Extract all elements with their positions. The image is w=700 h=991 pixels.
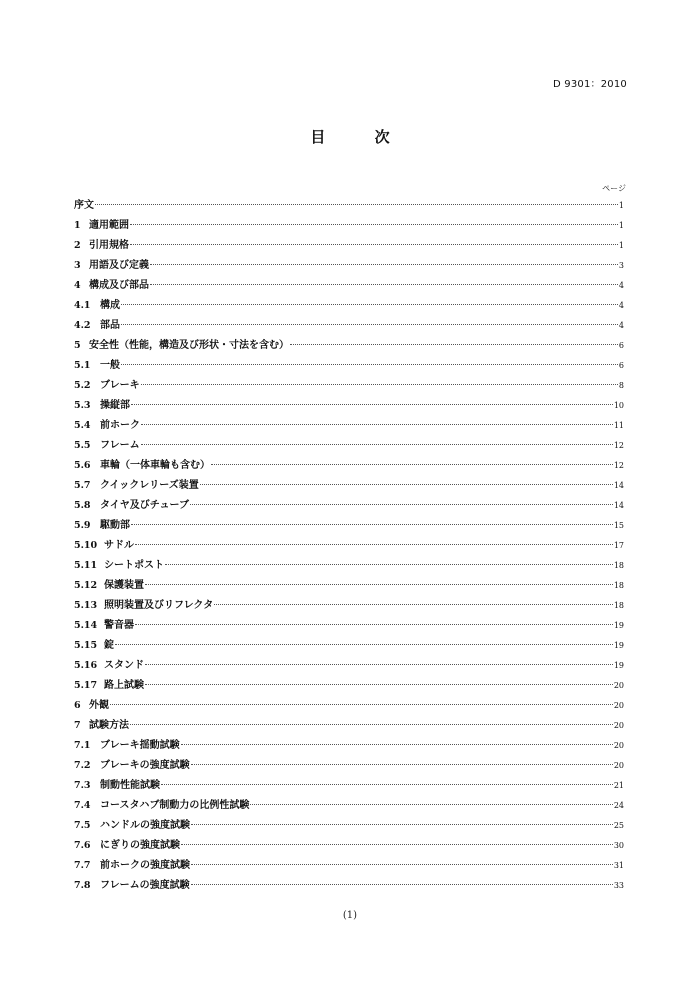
- toc-leader-dots: [191, 884, 613, 885]
- toc-leader-dots: [130, 724, 613, 725]
- toc-entry[interactable]: [74, 696, 624, 716]
- toc-entry[interactable]: [74, 476, 624, 496]
- toc-entry-page: 24: [613, 801, 624, 810]
- toc-entry-number: 4.2: [74, 320, 91, 331]
- toc-entry-label: 操縦部: [100, 400, 130, 411]
- toc-entry-label: 引用規格: [89, 240, 129, 251]
- toc-entry[interactable]: [74, 596, 624, 616]
- toc-entry-page: 14: [613, 501, 624, 510]
- toc-leader-dots: [131, 524, 613, 525]
- toc-leader-dots: [121, 324, 618, 325]
- toc-entry-page: 6: [618, 341, 624, 350]
- toc-entry-page: 20: [613, 721, 624, 730]
- toc-entry-number: 5.6: [74, 460, 91, 471]
- toc-entry-page: 18: [613, 601, 624, 610]
- toc-entry-page: 18: [613, 581, 624, 590]
- toc-entry-number: 1: [74, 220, 81, 231]
- toc-entry-label: 錠: [104, 640, 114, 651]
- toc-leader-dots: [150, 284, 618, 285]
- toc-entry[interactable]: [74, 576, 624, 596]
- toc-entry-number: 7.6: [74, 840, 91, 851]
- toc-leader-dots: [211, 464, 613, 465]
- toc-entry-label: 制動性能試験: [100, 780, 160, 791]
- page-number: (1): [342, 910, 358, 921]
- toc-entry-label: 試験方法: [89, 720, 129, 731]
- toc-entry-label: 照明装置及びリフレクタ: [104, 600, 214, 611]
- toc-leader-dots: [214, 604, 613, 605]
- toc-entry-number: 5.5: [74, 440, 91, 451]
- toc-entry[interactable]: [74, 436, 624, 456]
- toc-entry-label: にぎりの強度試験: [100, 840, 180, 851]
- toc-entry[interactable]: [74, 856, 624, 876]
- toc-entry[interactable]: [74, 636, 624, 656]
- toc-entry-label: 部品: [100, 320, 120, 331]
- toc-entry-number: 4.1: [74, 300, 91, 311]
- toc-entry-label: スタンド: [104, 660, 144, 671]
- toc-entry-page: 8: [618, 381, 624, 390]
- toc-entry-page: 1: [618, 221, 624, 230]
- toc-entry-label: 序文: [74, 200, 94, 211]
- toc-entry-label: 車輪（一体車輪も含む）: [100, 460, 210, 471]
- toc-entry-page: 20: [613, 701, 624, 710]
- toc-entry[interactable]: [74, 216, 624, 236]
- toc-leader-dots: [130, 244, 618, 245]
- toc-entry-page: 15: [613, 521, 624, 530]
- toc-entry-number: 5.9: [74, 520, 91, 531]
- toc-entry-number: 7.1: [74, 740, 91, 751]
- toc-leader-dots: [135, 544, 613, 545]
- toc-entry-page: 17: [613, 541, 624, 550]
- toc-entry-page: 6: [618, 361, 624, 370]
- toc-entry[interactable]: [74, 336, 624, 356]
- toc-leader-dots: [250, 804, 612, 805]
- toc-entry-number: 5.14: [74, 620, 98, 631]
- toc-entry-label: 前ホークの強度試験: [100, 860, 190, 871]
- toc-entry-page: 1: [618, 201, 624, 210]
- toc-leader-dots: [181, 844, 613, 845]
- toc-leader-dots: [165, 564, 613, 565]
- toc-entry[interactable]: [74, 756, 624, 776]
- toc-entry-number: 5.10: [74, 540, 98, 551]
- toc-entry-page: 3: [618, 261, 624, 270]
- toc-entry-label: サドル: [104, 540, 134, 551]
- toc-entry-number: 5.15: [74, 640, 98, 651]
- toc-entry[interactable]: [74, 776, 624, 796]
- toc-leader-dots: [141, 444, 613, 445]
- toc-entry-label: 路上試験: [104, 680, 144, 691]
- toc-entry-label: クイックレリーズ装置: [100, 480, 199, 491]
- toc-entry-label: 前ホーク: [100, 420, 140, 431]
- toc-entry-page: 31: [613, 861, 624, 870]
- toc-entry-label: 保護装置: [104, 580, 144, 591]
- toc-entry-page: 20: [613, 741, 624, 750]
- toc-entry-page: 18: [613, 561, 624, 570]
- toc-leader-dots: [141, 384, 618, 385]
- toc-entry-number: 5.8: [74, 500, 91, 511]
- toc-entry-number: 3: [74, 260, 81, 271]
- toc-leader-dots: [161, 784, 613, 785]
- toc-entry-label: 外観: [89, 700, 109, 711]
- toc-entry-label: フレーム: [100, 440, 140, 451]
- toc-entry-page: 20: [613, 761, 624, 770]
- toc-entry-page: 12: [613, 441, 624, 450]
- toc-entry[interactable]: [74, 676, 624, 696]
- toc-leader-dots: [95, 204, 618, 205]
- toc-entry-page: 30: [613, 841, 624, 850]
- toc-entry-page: 25: [613, 821, 624, 830]
- toc-entry-number: 5.2: [74, 380, 91, 391]
- toc-entry[interactable]: [74, 316, 624, 336]
- toc-entry[interactable]: [74, 796, 624, 816]
- toc-entry[interactable]: [74, 536, 624, 556]
- toc-entry-number: 4: [74, 280, 81, 291]
- toc-entry-page: 4: [618, 301, 624, 310]
- toc-entry-label: ブレーキ: [100, 380, 140, 391]
- toc-entry-page: 19: [613, 661, 624, 670]
- toc-entry[interactable]: [74, 816, 624, 836]
- toc-entry-number: 5: [74, 340, 81, 351]
- toc-entry-number: 7.5: [74, 820, 91, 831]
- toc-entry-page: 4: [618, 281, 624, 290]
- toc-entry-page: 1: [618, 241, 624, 250]
- toc-entry-page: 11: [613, 421, 624, 430]
- toc-entry-number: 2: [74, 240, 81, 251]
- toc-entry[interactable]: [74, 236, 624, 256]
- toc-entry-label: 構成: [100, 300, 120, 311]
- toc-entry-label: タイヤ及びチューブ: [100, 500, 189, 511]
- toc-leader-dots: [121, 364, 618, 365]
- toc-entry[interactable]: [74, 276, 624, 296]
- toc-entry[interactable]: [74, 716, 624, 736]
- toc-entry-number: 7.8: [74, 880, 91, 891]
- toc-entry-number: 5.16: [74, 660, 98, 671]
- toc-leader-dots: [191, 764, 613, 765]
- toc-entry-number: 5.13: [74, 600, 98, 611]
- document-code: D 9301：2010: [553, 79, 627, 90]
- toc-entry[interactable]: [74, 836, 624, 856]
- toc-leader-dots: [141, 424, 613, 425]
- toc-entry-label: ブレーキの強度試験: [100, 760, 190, 771]
- toc-entry[interactable]: [74, 456, 624, 476]
- toc-entry[interactable]: [74, 496, 624, 516]
- toc-entry-label: 適用範囲: [89, 220, 129, 231]
- toc-entry-label: 一般: [100, 360, 120, 371]
- toc-leader-dots: [290, 344, 618, 345]
- toc-leader-dots: [145, 664, 613, 665]
- toc-entry-label: 用語及び定義: [89, 260, 149, 271]
- toc-entry-page: 19: [613, 641, 624, 650]
- toc-entry-label: 警音器: [104, 620, 134, 631]
- page-column-label: ページ: [602, 184, 626, 193]
- toc-entry-page: 4: [618, 321, 624, 330]
- toc-entry-label: 駆動部: [100, 520, 130, 531]
- toc-leader-dots: [150, 264, 618, 265]
- toc-entry[interactable]: [74, 416, 624, 436]
- toc-entry-page: 21: [613, 781, 624, 790]
- toc-leader-dots: [200, 484, 613, 485]
- toc-entry[interactable]: [74, 356, 624, 376]
- table-of-contents: [74, 196, 624, 896]
- toc-entry[interactable]: [74, 396, 624, 416]
- toc-entry-page: 33: [613, 881, 624, 890]
- toc-entry-number: 7.2: [74, 760, 91, 771]
- toc-title: 目 次: [310, 128, 412, 146]
- toc-entry[interactable]: [74, 556, 624, 576]
- toc-leader-dots: [145, 684, 613, 685]
- toc-entry-number: 6: [74, 700, 81, 711]
- toc-leader-dots: [191, 824, 613, 825]
- toc-entry-page: 20: [613, 681, 624, 690]
- toc-leader-dots: [115, 644, 613, 645]
- toc-entry[interactable]: [74, 876, 624, 896]
- toc-leader-dots: [190, 504, 613, 505]
- toc-leader-dots: [181, 744, 613, 745]
- toc-entry-number: 7.7: [74, 860, 91, 871]
- toc-entry-label: シートポスト: [104, 560, 164, 571]
- toc-entry-number: 7.3: [74, 780, 91, 791]
- toc-leader-dots: [110, 704, 613, 705]
- toc-entry[interactable]: [74, 376, 624, 396]
- toc-entry-number: 5.1: [74, 360, 91, 371]
- toc-leader-dots: [135, 624, 613, 625]
- toc-entry-number: 5.11: [74, 560, 98, 571]
- toc-entry-number: 7: [74, 720, 81, 731]
- toc-entry-label: フレームの強度試験: [100, 880, 190, 891]
- toc-entry-page: 19: [613, 621, 624, 630]
- toc-entry-number: 5.17: [74, 680, 98, 691]
- toc-leader-dots: [130, 224, 618, 225]
- toc-entry-label: ハンドルの強度試験: [100, 820, 190, 831]
- toc-entry-number: 7.4: [74, 800, 91, 811]
- toc-entry-label: 構成及び部品: [89, 280, 149, 291]
- toc-entry-label: ブレーキ揺動試験: [100, 740, 180, 751]
- toc-entry-label: 安全性（性能，構造及び形状・寸法を含む）: [89, 340, 289, 351]
- toc-entry[interactable]: [74, 616, 624, 636]
- toc-entry-number: 5.3: [74, 400, 91, 411]
- toc-entry-number: 5.4: [74, 420, 91, 431]
- toc-entry-label: コースタハブ制動力の比例性試験: [100, 800, 250, 811]
- toc-entry-page: 10: [613, 401, 624, 410]
- toc-leader-dots: [121, 304, 618, 305]
- toc-entry[interactable]: [74, 516, 624, 536]
- toc-entry[interactable]: [74, 736, 624, 756]
- toc-entry[interactable]: [74, 196, 624, 216]
- toc-leader-dots: [191, 864, 613, 865]
- toc-entry-number: 5.7: [74, 480, 91, 491]
- toc-entry-page: 14: [613, 481, 624, 490]
- toc-entry[interactable]: [74, 656, 624, 676]
- toc-entry-page: 12: [613, 461, 624, 470]
- toc-entry[interactable]: [74, 256, 624, 276]
- toc-entry-number: 5.12: [74, 580, 98, 591]
- toc-entry[interactable]: [74, 296, 624, 316]
- toc-leader-dots: [145, 584, 613, 585]
- toc-leader-dots: [131, 404, 613, 405]
